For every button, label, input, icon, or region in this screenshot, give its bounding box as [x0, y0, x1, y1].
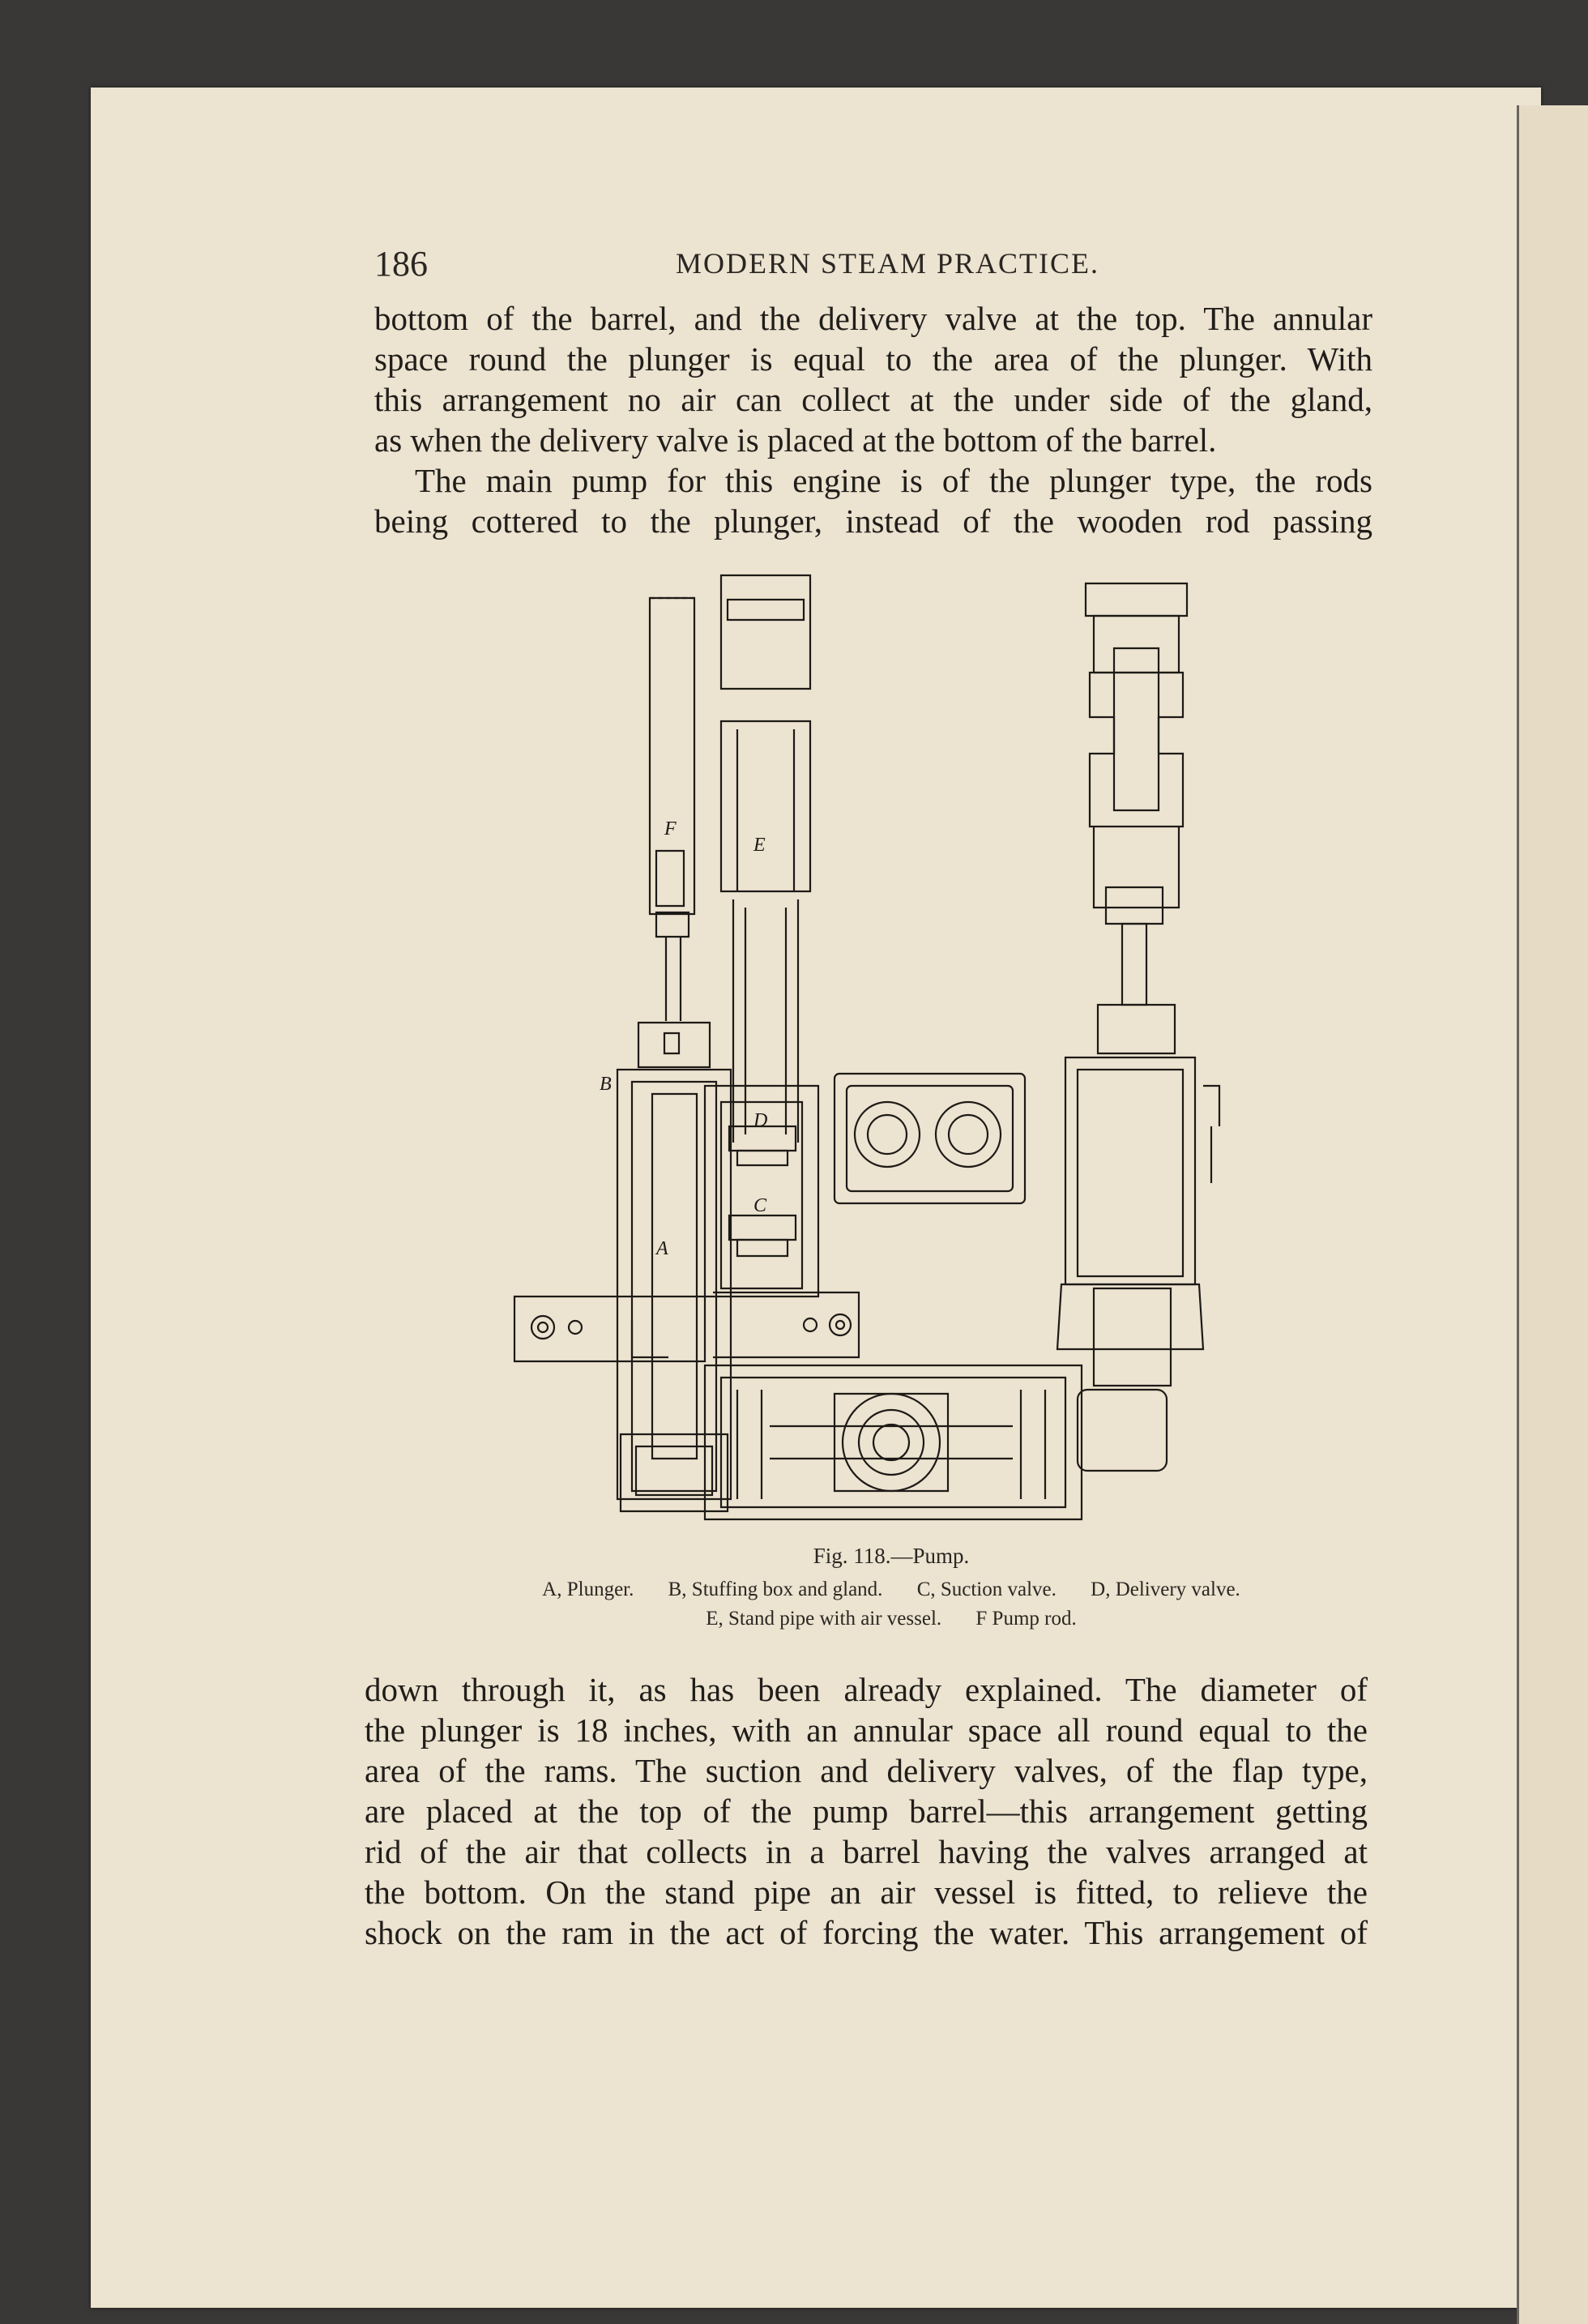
text-line: rid of the air that collects in a barrel having the valves arranged at [365, 1833, 1368, 1870]
text-line: area of the rams. The suction and delivery valves, of the flap type, [365, 1752, 1368, 1789]
text-line: this arrangement no air can collect at the under side of the gland, [374, 381, 1372, 418]
stand-pipe-e [721, 575, 810, 689]
legend-d: D, Delivery valve. [1091, 1579, 1240, 1600]
text-line: shock on the ram in the act of forcing the water. This arrangement of [365, 1914, 1368, 1951]
suction-valve-c [729, 1215, 796, 1240]
page-number: 186 [374, 244, 428, 284]
running-title: MODERN STEAM PRACTICE. [676, 247, 1100, 280]
text-line: are placed at the top of the pump barrel—this arrangement getting [365, 1792, 1368, 1830]
body-text-bottom [365, 1669, 1368, 1953]
text-line: being cottered to the plunger, instead of the wooden rod passing [374, 502, 1372, 540]
legend-b: B, Stuffing box and gland. [668, 1579, 883, 1600]
pump-engraving [462, 567, 1272, 1540]
label-a: A [656, 1238, 668, 1259]
label-f: F [664, 818, 677, 839]
legend-a: A, Plunger. [542, 1579, 634, 1600]
legend-row-1 [454, 1579, 1329, 1601]
text-line: bottom of the barrel, and the delivery valve at the top. The annular [374, 300, 1372, 337]
label-b: B [600, 1074, 612, 1095]
text-line: space round the plunger is equal to the area of the plunger. With [374, 340, 1372, 378]
text-line: the bottom. On the stand pipe an air vessel is fitted, to relieve the [365, 1873, 1368, 1911]
facing-page-edge [1517, 105, 1588, 2324]
figure-title: Fig. 118.—Pump. [813, 1544, 970, 1568]
legend-c: C, Suction valve. [916, 1579, 1057, 1600]
running-head [374, 243, 1371, 292]
label-e: E [753, 835, 766, 856]
legend-e: E, Stand pipe with air vessel. [706, 1608, 942, 1630]
label-d: D [753, 1110, 768, 1131]
text-line: as when the delivery valve is placed at the bottom of the barrel. [374, 421, 1217, 459]
stuffing-box-b [638, 1023, 710, 1067]
body-text-top [374, 298, 1372, 541]
valve-chest [835, 1074, 1025, 1203]
label-c: C [753, 1195, 767, 1216]
legend-f: F Pump rod. [975, 1608, 1077, 1630]
legend-row-2 [454, 1608, 1329, 1630]
right-column-top [1086, 583, 1187, 616]
figure-caption [454, 1544, 1329, 1637]
text-line: down through it, as has been already explained. The diameter of [365, 1671, 1368, 1708]
text-line: the plunger is 18 inches, with an annular space all round equal to the [365, 1711, 1368, 1749]
cylinder [1065, 1057, 1195, 1284]
text-line: The main pump for this engine is of the plunger type, the rods [415, 462, 1372, 499]
